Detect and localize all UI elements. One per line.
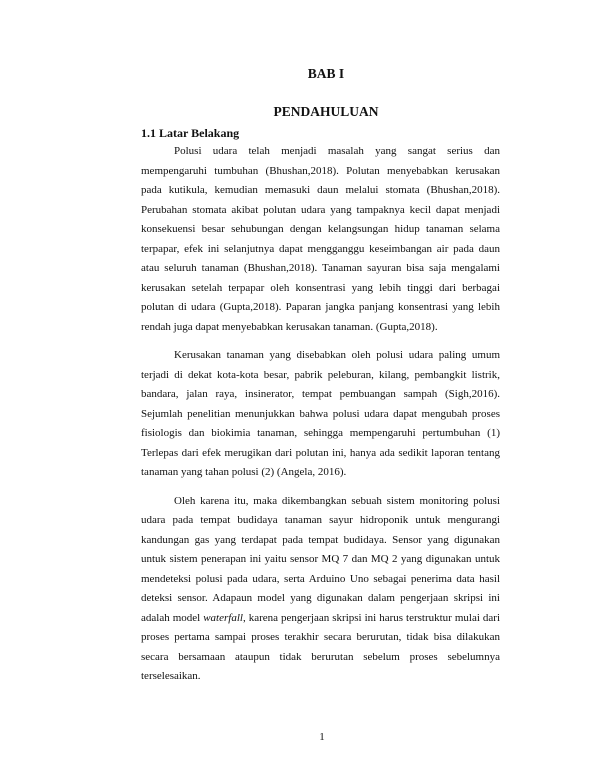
paragraph-1: Polusi udara telah menjadi masalah yang sangat serius dan mempengaruhi tumbuhan (Bhushan,2018). Polutan menyebabkan kerusakan pada kutikula, kemudian memasuki daun melalui stomata (Bhushan,2018). Perubahan stomata akibat polutan udara yang tampaknya kecil dapat menjadi konsekuensi besar sehubungan dengan kelangsungan hidup tanaman selama terpapar, efek ini selanjutnya dapat mengganggu keseimbangan air pada daun atau seluruh tanaman (Bhushan,2018). Tanaman sayuran bisa saja mengalami kerusakan setelah terpapar oleh konsentrasi yang lebih tinggi dari berbagai polutan di udara (Gupta,2018). Paparan jangka panjang konsentrasi yang lebih rendah juga dapat menyebabkan kerusakan tanaman. (Gupta,2018). bbox=[141, 145, 500, 333]
body-text bbox=[141, 142, 500, 696]
chapter-label: BAB I bbox=[307, 66, 345, 81]
section-heading: 1.1 Latar Belakang bbox=[141, 126, 240, 140]
paragraph-3-text-before: Oleh karena itu, maka dikembangkan sebuah sistem monitoring polusi udara pada tempat budidaya tanaman sayur hidroponik untuk mengurangi kandungan gas yang terdapat pada tempat budidaya. Sensor yang digunakan untuk sistem penerapan ini yaitu sensor MQ 7 dan MQ 2 yang digunakan untuk mendeteksi polusi pada udara, serta Arduino Uno sebagai penerima data hasil deteksi sensor. Adapaun model yang digunakan dalam pengerjaan skripsi ini adalah model bbox=[141, 494, 500, 624]
paragraph-2: Kerusakan tanaman yang disebabkan oleh polusi udara paling umum terjadi di dekat kota-kota besar, pabrik peleburan, kilang, pembangkit listrik, bandara, jalan raya, insinerator, tempat pembuangan sampah (Sigh,2016). Sejumlah penelitian menunjukkan bahwa polusi udara dapat mengubah proses fisiologis dan biokimia tanaman, sehingga mempengaruhi pertumbuhan (1) Terlepas dari efek merugikan dari polutan ini, hanya ada sedikit laporan tentang tanaman yang tahan polusi (2) (Angela, 2016). bbox=[141, 349, 500, 478]
paragraph-3 bbox=[141, 492, 500, 687]
paragraph-3-emphasis: waterfall bbox=[203, 611, 243, 624]
page-number: 1 bbox=[319, 731, 325, 743]
chapter-title: PENDAHULUAN bbox=[273, 104, 379, 119]
paragraph-3-text-after: , karena pengerjaan skripsi ini harus terstruktur mulai dari proses pertama sampai proses terakhir secara berurutan, tidak bisa dilakukan secara bersamaan ataupun tidak berurutan sebelum proses sebelumnya terselesaikan. bbox=[141, 611, 500, 682]
